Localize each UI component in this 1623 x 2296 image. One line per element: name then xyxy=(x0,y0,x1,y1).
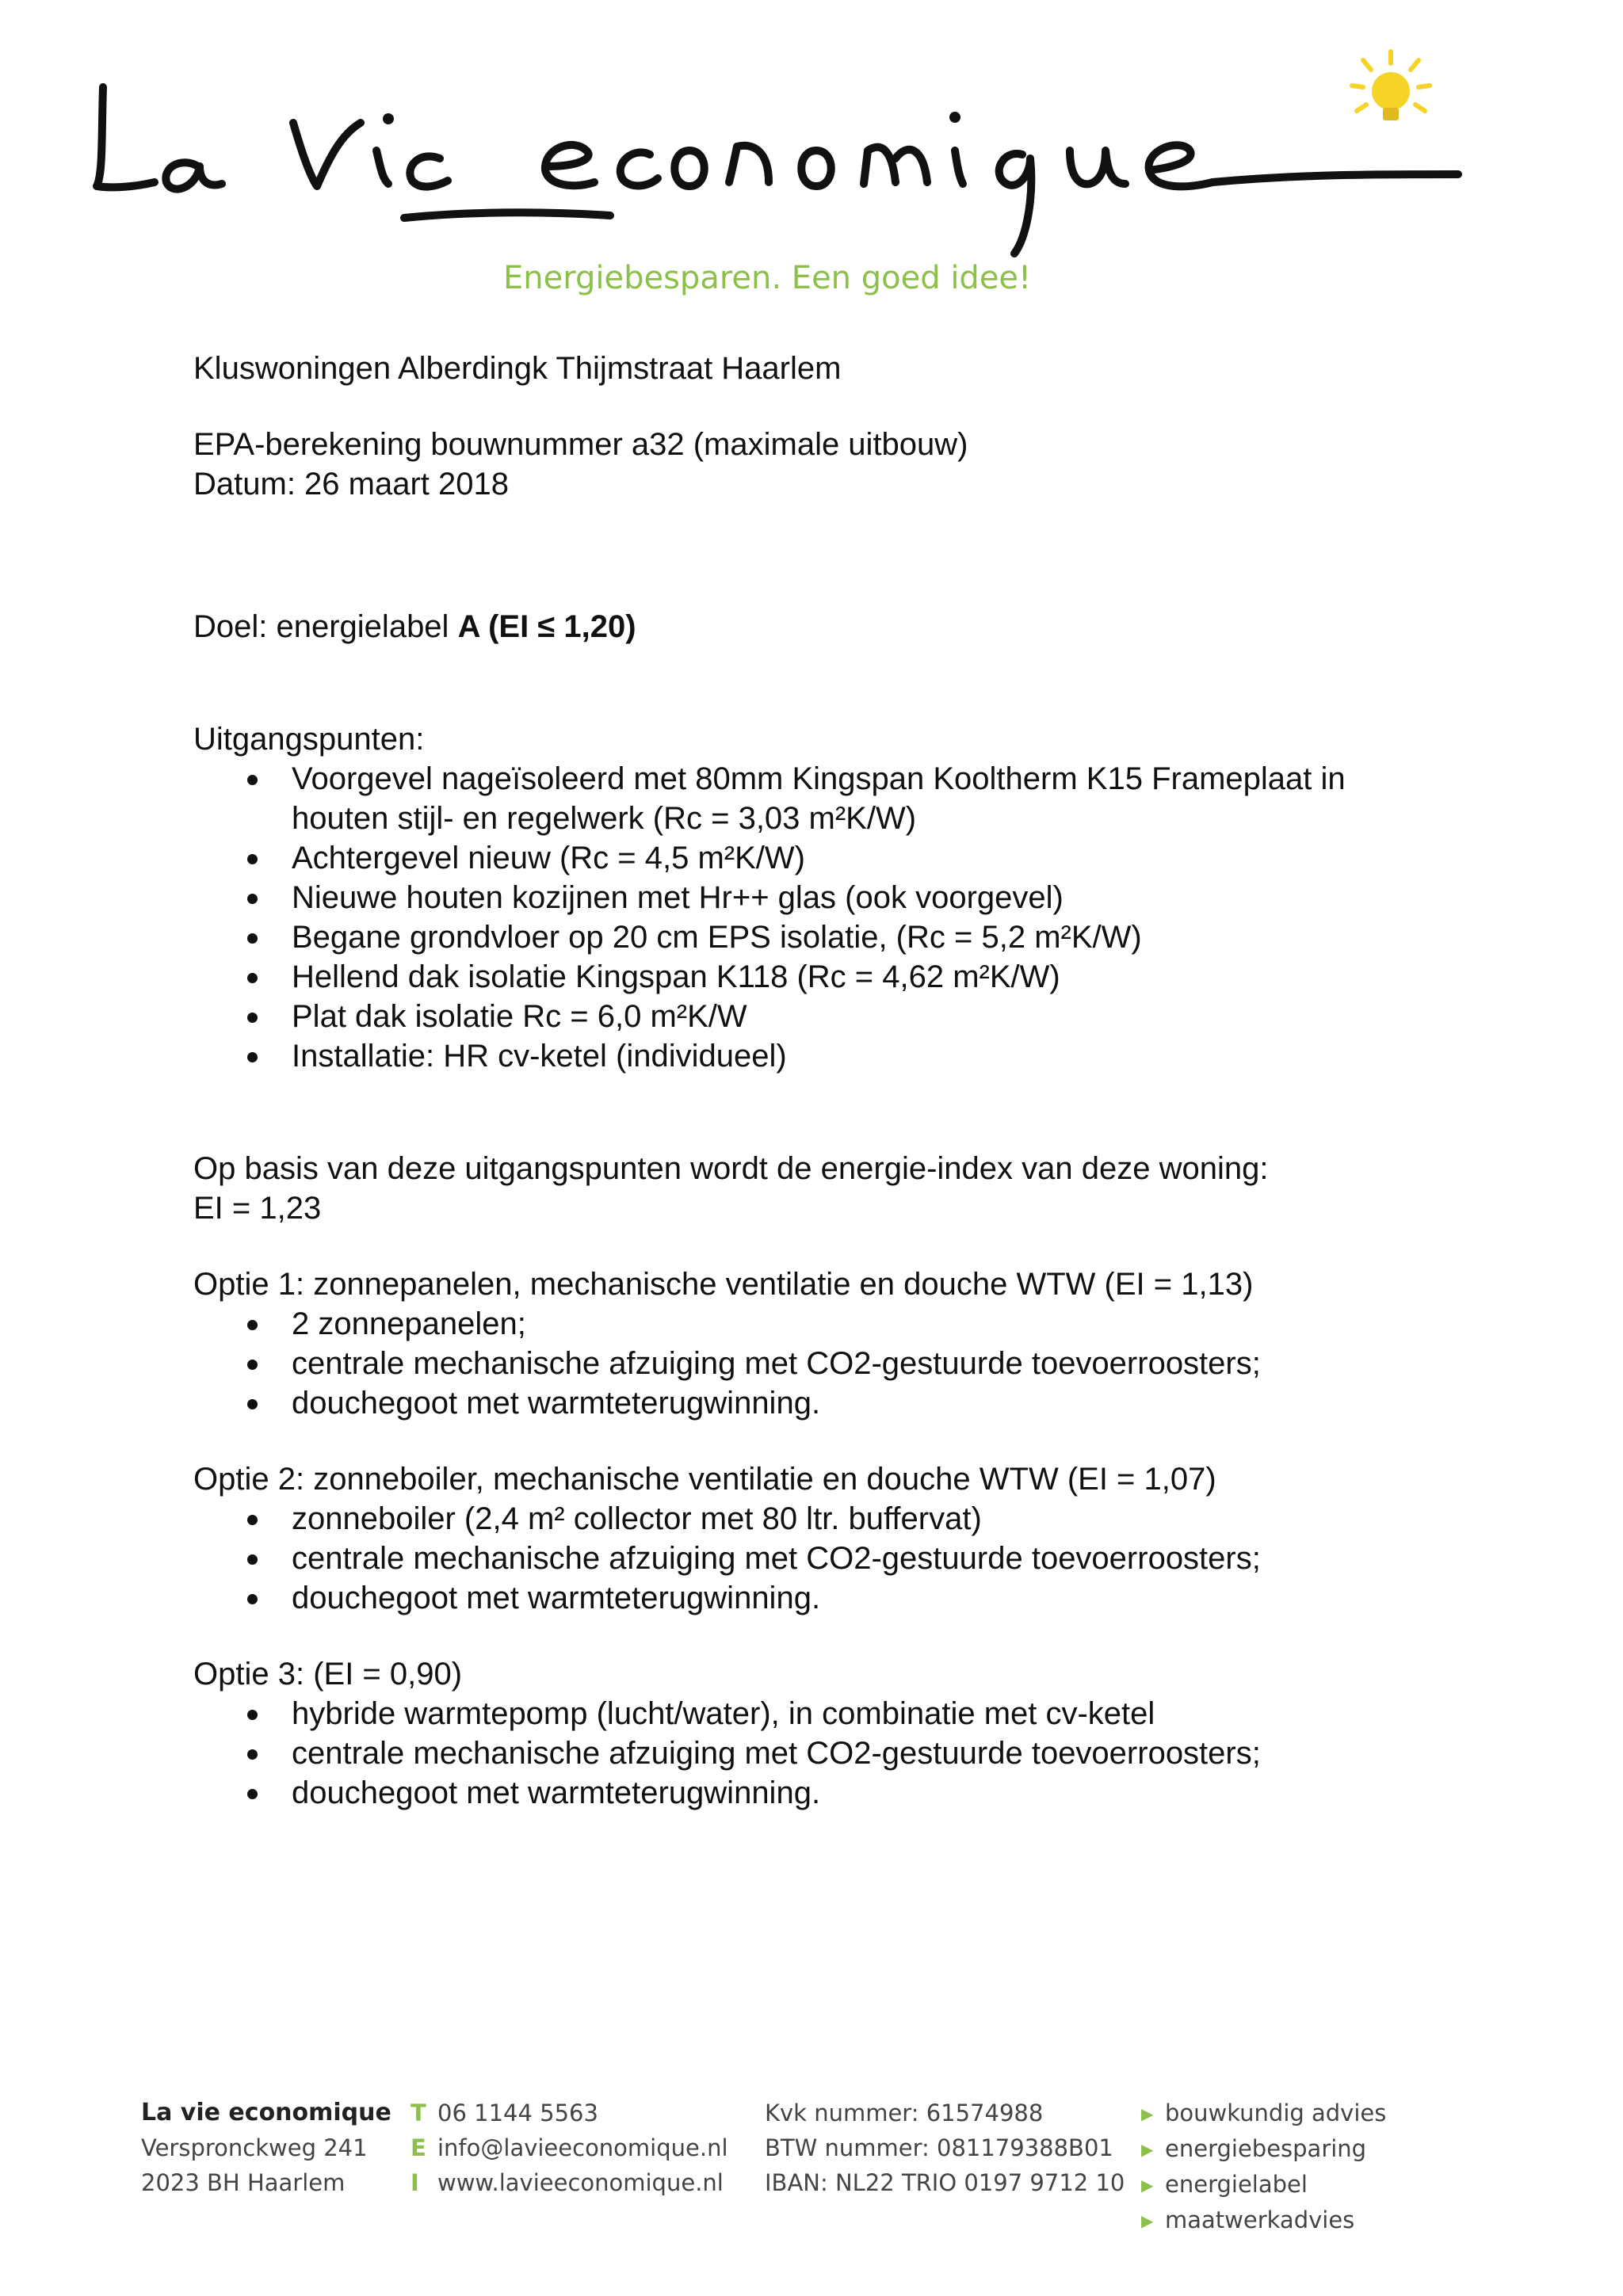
project-title: Kluswoningen Alberdingk Thijmstraat Haarlem xyxy=(193,351,842,386)
email-label: E xyxy=(411,2134,426,2161)
option-1-title: Optie 1: zonnepanelen, mechanische ventilatie en douche WTW (EI = 1,13) xyxy=(193,1267,1254,1302)
list-item: Achtergevel nieuw (Rc = 4,5 m²K/W) xyxy=(193,838,1430,878)
footer-services xyxy=(1141,2096,1386,2238)
goal-line xyxy=(193,607,1430,646)
tagline: Energiebesparen. Een goed idee! xyxy=(503,260,1032,296)
triangle-bullet-icon: ▶ xyxy=(1141,2176,1154,2195)
list-item: centrale mechanische afzuiging met CO2-gestuurde toevoerroosters; xyxy=(193,1733,1430,1773)
list-item: Hellend dak isolatie Kingspan K118 (Rc = 4,62 m²K/W) xyxy=(193,957,1430,997)
result-value: EI = 1,23 xyxy=(193,1191,322,1226)
service-item: energiebesparing xyxy=(1165,2135,1367,2162)
list-item: Installatie: HR cv-ketel (individueel) xyxy=(193,1036,1430,1076)
list-item: Plat dak isolatie Rc = 6,0 m²K/W xyxy=(193,997,1430,1036)
list-item: Voorgevel nageïsoleerd met 80mm Kingspan Kooltherm K15 Frameplaat in houten stijl- en regelwerk (Rc = 3,03 m²K/W) xyxy=(193,759,1430,838)
list-item: 2 zonnepanelen; xyxy=(193,1304,1430,1344)
triangle-bullet-icon: ▶ xyxy=(1141,2104,1154,2123)
footer-company: La vie economique xyxy=(141,2099,391,2126)
assumptions-list xyxy=(193,759,1430,1076)
list-item: Begane grondvloer op 20 cm EPS isolatie, (Rc = 5,2 m²K/W) xyxy=(193,917,1430,957)
option-2-list xyxy=(193,1499,1430,1618)
triangle-bullet-icon: ▶ xyxy=(1141,2140,1154,2159)
footer-street: Verspronckweg 241 xyxy=(141,2134,368,2161)
assumptions-title: Uitgangspunten: xyxy=(193,722,425,757)
option-1-list xyxy=(193,1304,1430,1423)
result-line: Op basis van deze uitgangspunten wordt de energie-index van deze woning: xyxy=(193,1151,1269,1186)
list-item: douchegoot met warmteterugwinning. xyxy=(193,1578,1430,1618)
document-date: Datum: 26 maart 2018 xyxy=(193,467,509,502)
footer-phone[interactable]: 06 1144 5563 xyxy=(437,2100,598,2126)
goal-prefix: Doel: energielabel xyxy=(193,609,458,644)
footer-city: 2023 BH Haarlem xyxy=(141,2169,346,2196)
footer-website[interactable]: www.lavieeconomique.nl xyxy=(437,2169,724,2196)
option-2-title: Optie 2: zonneboiler, mechanische ventilatie en douche WTW (EI = 1,07) xyxy=(193,1462,1216,1497)
document-body xyxy=(193,349,1430,1813)
footer-contact xyxy=(411,2096,728,2200)
lightbulb-icon xyxy=(1352,51,1430,120)
company-logo xyxy=(87,48,1466,296)
option-3-list xyxy=(193,1694,1430,1813)
footer-btw: BTW nummer: 081179388B01 xyxy=(765,2134,1113,2161)
footer-registration xyxy=(765,2096,1125,2200)
footer-kvk: Kvk nummer: 61574988 xyxy=(765,2100,1044,2126)
list-item: douchegoot met warmteterugwinning. xyxy=(193,1773,1430,1813)
list-item: centrale mechanische afzuiging met CO2-gestuurde toevoerroosters; xyxy=(193,1539,1430,1578)
list-item: centrale mechanische afzuiging met CO2-gestuurde toevoerroosters; xyxy=(193,1344,1430,1383)
footer-address xyxy=(141,2096,391,2200)
service-item: maatwerkadvies xyxy=(1165,2206,1355,2233)
list-item: hybride warmtepomp (lucht/water), in combinatie met cv-ketel xyxy=(193,1694,1430,1733)
option-3-title: Optie 3: (EI = 0,90) xyxy=(193,1657,463,1691)
document-subject: EPA-berekening bouwnummer a32 (maximale uitbouw) xyxy=(193,427,968,462)
goal-value: A (EI ≤ 1,20) xyxy=(457,609,636,644)
triangle-bullet-icon: ▶ xyxy=(1141,2211,1154,2230)
list-item: Nieuwe houten kozijnen met Hr++ glas (ook voorgevel) xyxy=(193,878,1430,917)
list-item: zonneboiler (2,4 m² collector met 80 ltr. buffervat) xyxy=(193,1499,1430,1539)
footer-email[interactable]: info@lavieeconomique.nl xyxy=(437,2134,728,2161)
service-item: energielabel xyxy=(1165,2171,1308,2198)
list-item: douchegoot met warmteterugwinning. xyxy=(193,1383,1430,1423)
logo-script-artwork xyxy=(87,48,1466,285)
footer-iban: IBAN: NL22 TRIO 0197 9712 10 xyxy=(765,2169,1125,2196)
web-label: I xyxy=(411,2169,419,2196)
phone-label: T xyxy=(411,2100,426,2126)
service-item: bouwkundig advies xyxy=(1165,2100,1387,2126)
